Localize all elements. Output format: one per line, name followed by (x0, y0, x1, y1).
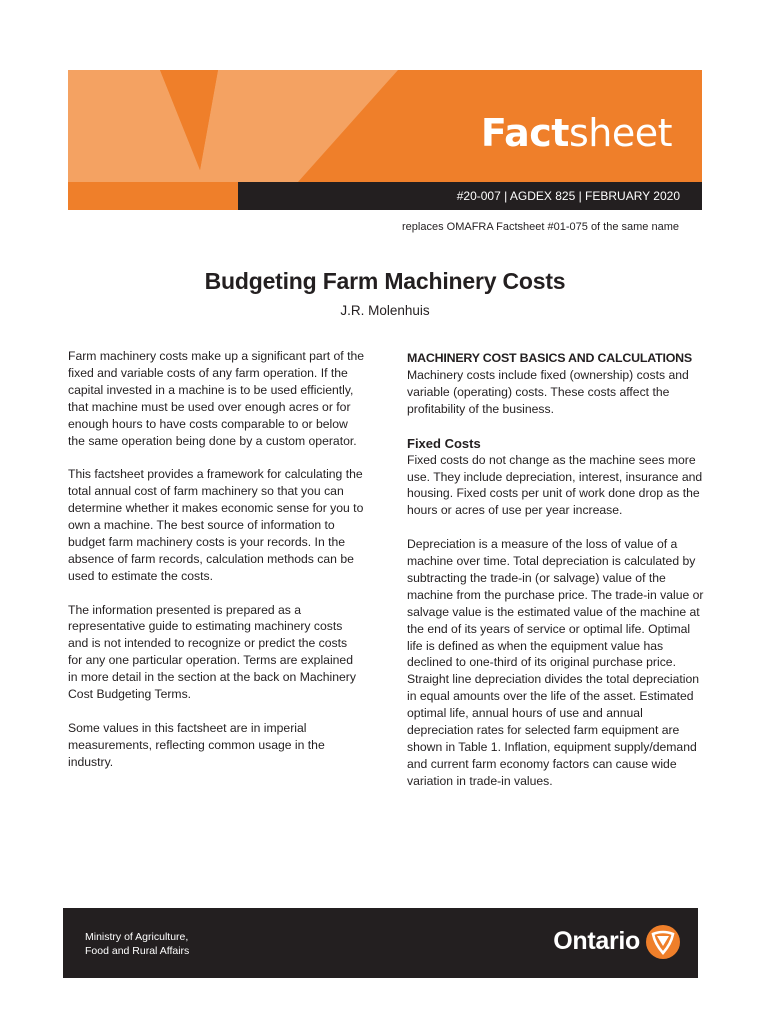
paragraph: Fixed costs do not change as the machine sees more use. They include depreciation, interest, insurance and housing. Fixed costs per unit of work done drop as the hours or acres of use per year increase. (407, 452, 703, 518)
section-heading: MACHINERY COST BASICS AND CALCULATIONS (407, 351, 692, 365)
right-column (407, 350, 707, 807)
factsheet-wordmark: Factsheet (480, 111, 672, 155)
meta-bar-accent (68, 182, 238, 210)
meta-bar (68, 182, 702, 210)
paragraph: Some values in this factsheet are in imperial measurements, reflecting common usage in the industry. (68, 720, 325, 769)
footer-bar (63, 908, 698, 978)
ontario-logo-text: Ontario (553, 927, 640, 955)
paragraph: The information presented is prepared as a representative guide to estimating machinery costs and is not intended to recognize or predict the costs for any one particular operation. Terms are explained in more detail in the section at the back on Machinery Cost Budgeting Terms. (68, 602, 356, 702)
document-title: Budgeting Farm Machinery Costs (204, 268, 566, 294)
paragraph: This factsheet provides a framework for calculating the total annual cost of farm machinery so that you can determine whether it makes economic sense for you to own a machine. The best source of information to budget farm machinery costs is your records. In the absence of farm records, calculation methods can be used to estimate the costs. (68, 467, 364, 583)
paragraph: Farm machinery costs make up a significant part of the fixed and variable costs of any farm operation. If the capital invested in a machine is to be used efficiently, that machine must be used over enough acres or for enough hours to have costs comparable to or below the same operation being done by a custom operator. (68, 349, 365, 448)
subheading-fixed-costs: Fixed Costs (407, 435, 481, 451)
paragraph: Depreciation is a measure of the loss of value of a machine over time. Total depreciation is calculated by subtracting the trade-in (or salvage) value of the machine from the purchase price. The trade-in value or salvage value is the estimated value of the machine at the end of its years of service or optimal life. Optimal life is defined as when the equipment value has declined to one-third of its original purchase price. Straight line depreciation divides the total depreciation in equal amounts over the life of the asset. Estimated optimal life, annual hours of use and annual depreciation rates for selected farm equipment are shown in Table 1. Inflation, equipment supply/demand and current farm economy factors can cause wide variation in trade-in values. (407, 537, 704, 788)
left-column (68, 348, 364, 788)
paragraph: Machinery costs include fixed (ownership) costs and variable (operating) costs. These costs affect the profitability of the business. (407, 368, 689, 416)
ministry-name: Ministry of Agriculture, Food and Rural Affairs (85, 931, 190, 957)
trillium-icon (645, 924, 681, 960)
factsheet-banner (68, 70, 702, 182)
replaces-note: replaces OMAFRA Factsheet #01-075 of the same name (402, 221, 679, 233)
author: J.R. Molenhuis (340, 303, 430, 318)
factsheet-meta: #20-007 | AGDEX 825 | FEBRUARY 2020 (456, 189, 680, 203)
